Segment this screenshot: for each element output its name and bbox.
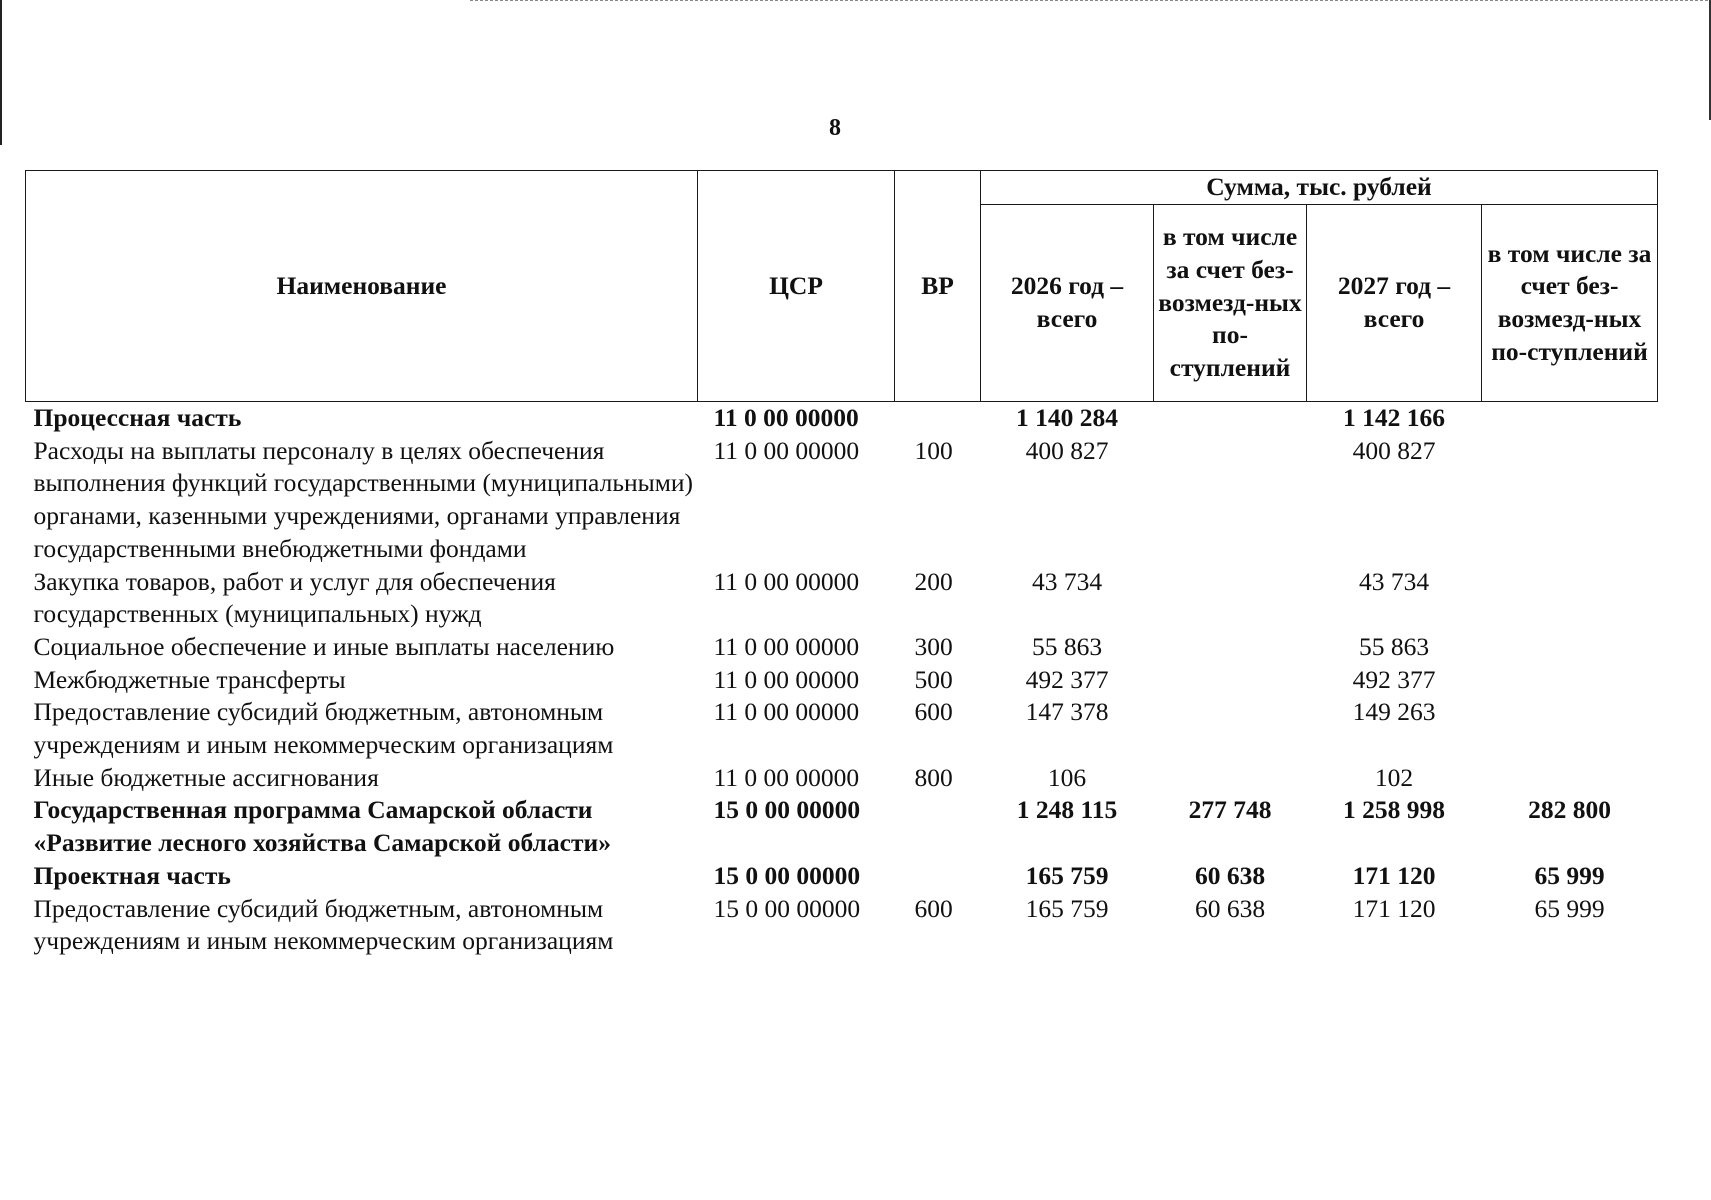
row-2027-gratuitous — [1482, 435, 1658, 566]
row-name: Проектная часть — [33, 860, 231, 890]
row-2026-gratuitous — [1154, 696, 1307, 761]
row-csr: 11 0 00 00000 — [713, 403, 859, 432]
row-2026-gratuitous — [1154, 664, 1307, 697]
row-2026-total: 1 248 115 — [1016, 795, 1118, 825]
table-row — [26, 664, 1658, 697]
row-csr: 11 0 00 00000 — [713, 762, 860, 792]
header-name: Наименование — [26, 171, 698, 402]
row-2026-gratuitous: 277 748 — [1188, 795, 1272, 825]
row-name: Предоставление субсидий бюджетным, автономным учреждениям и иным некоммерческим организациям — [33, 893, 614, 956]
row-2027-gratuitous — [1482, 566, 1658, 631]
header-2026-total: 2026 год – всего — [981, 205, 1154, 402]
row-2027-gratuitous: 65 999 — [1534, 860, 1605, 890]
row-2026-gratuitous — [1154, 435, 1307, 566]
row-2026-total: 147 378 — [1025, 697, 1109, 727]
row-csr: 11 0 00 00000 — [713, 566, 860, 596]
row-2027-total: 400 827 — [1352, 435, 1436, 465]
table-row — [26, 566, 1658, 631]
row-2027-gratuitous: 65 999 — [1534, 893, 1605, 923]
row-csr: 15 0 00 00000 — [713, 893, 861, 923]
table-header — [26, 171, 1658, 402]
row-name: Закупка товаров, работ и услуг для обеспечения государственных (муниципальных) нужд — [33, 566, 556, 629]
page-number: 8 — [829, 115, 841, 141]
row-2027-total: 55 863 — [1358, 631, 1430, 661]
header-sum-group: Сумма, тыс. рублей — [981, 171, 1658, 205]
row-2026-gratuitous — [1154, 566, 1307, 631]
budget-table-container — [25, 170, 1657, 958]
row-name: Расходы на выплаты персоналу в целях обеспечения выполнения функций государственными (муниципальными) органами, казенными учреждениями, органами управления государственными внебюджетными фондами — [33, 435, 694, 563]
row-2026-total: 43 734 — [1031, 566, 1103, 596]
row-vr: 600 — [914, 697, 953, 727]
table-row — [26, 794, 1658, 859]
table-row — [26, 402, 1658, 435]
header-vr: ВР — [895, 171, 981, 402]
row-2026-total: 106 — [1047, 762, 1087, 792]
row-2026-gratuitous: 60 638 — [1194, 860, 1266, 890]
row-csr: 11 0 00 00000 — [713, 631, 860, 661]
row-2027-total: 171 120 — [1352, 860, 1436, 890]
row-2027-total: 1 142 166 — [1343, 403, 1445, 432]
row-2026-total: 55 863 — [1031, 631, 1103, 661]
row-2027-gratuitous — [1482, 696, 1658, 761]
row-name: Государственная программа Самарской области «Развитие лесного хозяйства Самарской области» — [33, 795, 611, 858]
row-2027-total: 1 258 998 — [1343, 795, 1445, 825]
row-2026-total: 492 377 — [1025, 664, 1109, 694]
row-2027-total: 171 120 — [1352, 893, 1436, 923]
row-vr — [895, 794, 981, 859]
row-2026-gratuitous — [1154, 402, 1307, 435]
row-2027-total: 149 263 — [1352, 697, 1436, 727]
table-body — [26, 402, 1658, 958]
row-2027-gratuitous — [1482, 631, 1658, 664]
row-vr — [895, 402, 981, 435]
row-vr — [895, 860, 981, 893]
table-row — [26, 860, 1658, 893]
row-csr: 15 0 00 00000 — [713, 860, 861, 890]
row-csr: 11 0 00 00000 — [713, 435, 860, 465]
row-2027-gratuitous — [1482, 402, 1658, 435]
page-edge-top — [470, 0, 1711, 1]
budget-table — [25, 170, 1658, 958]
table-row — [26, 631, 1658, 664]
header-csr: ЦСР — [698, 171, 895, 402]
row-vr: 100 — [914, 435, 953, 465]
row-2027-gratuitous: 282 800 — [1528, 795, 1611, 825]
row-vr: 800 — [914, 762, 953, 792]
row-csr: 11 0 00 00000 — [713, 664, 860, 694]
page-edge-left — [0, 0, 2, 145]
row-vr: 300 — [914, 631, 953, 661]
row-2026-gratuitous — [1154, 631, 1307, 664]
row-2027-gratuitous — [1482, 664, 1658, 697]
row-2027-total: 43 734 — [1358, 566, 1430, 596]
row-csr: 11 0 00 00000 — [713, 697, 860, 727]
table-row — [26, 762, 1658, 795]
row-csr: 15 0 00 00000 — [713, 795, 861, 825]
row-name: Социальное обеспечение и иные выплаты населению — [33, 631, 615, 661]
table-row — [26, 893, 1658, 958]
row-2026-total: 400 827 — [1025, 435, 1109, 465]
table-row — [26, 696, 1658, 761]
row-2026-total: 165 759 — [1025, 893, 1109, 923]
row-vr: 200 — [914, 566, 953, 596]
header-2026-gratuitous: в том числе за счет без-возмезд-ных по-ступлений — [1154, 205, 1307, 402]
row-2027-total: 102 — [1374, 762, 1414, 792]
header-2027-gratuitous: в том числе за счет без-возмезд-ных по-ступлений — [1482, 205, 1658, 402]
row-2026-total: 1 140 284 — [1016, 403, 1118, 432]
row-2027-gratuitous — [1482, 762, 1658, 795]
row-name: Предоставление субсидий бюджетным, автономным учреждениям и иным некоммерческим организациям — [33, 697, 614, 760]
row-2027-total: 492 377 — [1352, 664, 1436, 694]
row-2026-gratuitous — [1154, 762, 1307, 795]
row-name: Иные бюджетные ассигнования — [33, 762, 379, 792]
row-name: Межбюджетные трансферты — [33, 664, 346, 694]
row-vr: 500 — [914, 664, 953, 694]
row-2026-total: 165 759 — [1025, 860, 1109, 890]
row-name: Процессная часть — [33, 403, 242, 432]
row-vr: 600 — [914, 893, 953, 923]
row-2026-gratuitous: 60 638 — [1194, 893, 1266, 923]
table-row — [26, 435, 1658, 566]
header-2027-total: 2027 год – всего — [1307, 205, 1482, 402]
